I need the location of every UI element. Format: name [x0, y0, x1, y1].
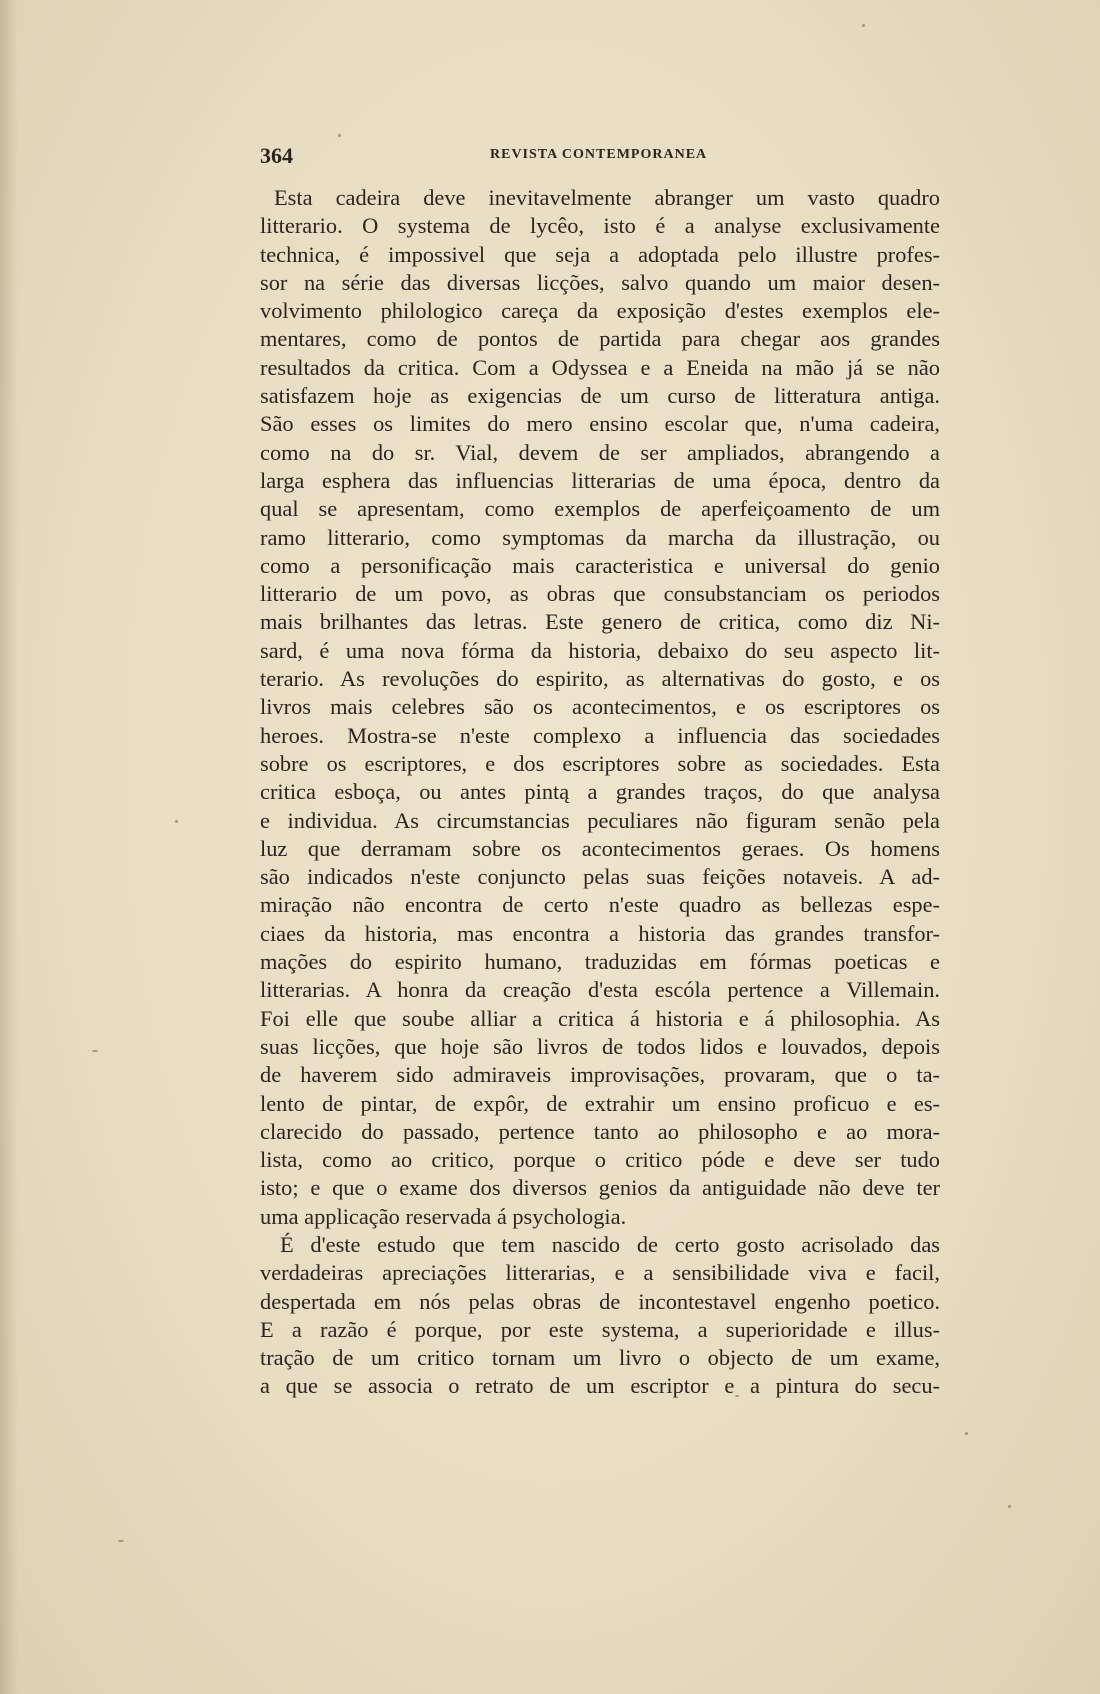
text-line: ciaes da historia, mas encontra a historia das grandes transfor- [260, 920, 940, 946]
text-line: São esses os limites do mero ensino escolar que, n'uma cadeira, [260, 411, 940, 437]
text-line: mais brilhantes das letras. Este genero de critica, como diz Ni- [260, 609, 940, 635]
text-line: miração não encontra de certo n'este quadro as bellezas espe- [260, 892, 940, 918]
text-line: são indicados n'este conjuncto pelas suas feições notaveis. A ad- [260, 864, 940, 890]
text-line: heroes. Mostra-se n'este complexo a influencia das sociedades [260, 722, 940, 748]
running-head: REVISTA CONTEMPORANEA [490, 147, 708, 162]
text-line: ramo litterario, como symptomas da marcha da illustração, ou [260, 524, 940, 550]
text-line: terario. As revoluções do espirito, as alternativas do gosto, e os [260, 666, 940, 692]
text-line: E a razão é porque, por este systema, a superioridade e illus- [260, 1316, 940, 1342]
text-line: tração de um critico tornam um livro o objecto de um exame, [260, 1345, 940, 1371]
text-line: e individua. As circumstancias peculiares não figuram senão pela [260, 807, 940, 833]
text-line: Foi elle que soube alliar a critica á historia e á philosophia. As [260, 1005, 940, 1031]
text-line: satisfazem hoje as exigencias de um curso de litteratura antiga. [260, 383, 940, 409]
text-line: technica, é impossivel que seja a adoptada pelo illustre profes- [260, 241, 940, 267]
text-line: lista, como ao critico, porque o critico póde e deve ser tudo [260, 1147, 940, 1173]
page-edge-shadow [0, 0, 18, 1694]
text-line: Esta cadeira deve inevitavelmente abranger um vasto quadro [274, 185, 940, 210]
text-line: luz que derramam sobre os acontecimentos geraes. Os homens [260, 835, 940, 861]
text-line: litterario. O systema de lycêo, isto é a analyse exclusivamente [260, 213, 940, 239]
text-line: sor na série das diversas licções, salvo quando um maior desen- [260, 269, 940, 295]
text-line: despertada em nós pelas obras de incontestavel engenho poetico. [260, 1288, 940, 1314]
text-line: critica esboça, ou antes pintą a grandes traços, do que analysa [260, 779, 940, 805]
text-line: sard, é uma nova fórma da historia, debaixo do seu aspecto lit- [260, 637, 940, 663]
text-line: livros mais celebres são os acontecimentos, e os escriptores os [260, 694, 940, 720]
paragraph-1 [260, 184, 940, 1231]
text-line: suas licções, que hoje são livros de todos lidos e louvados, depois [260, 1033, 940, 1059]
text-line: como a personificação mais caracteristica e universal do genio [260, 552, 940, 578]
text-line: isto; e que o exame dos diversos genios da antiguidade não deve ter [260, 1175, 940, 1201]
text-line: É d'este estudo que tem nascido de certo gosto acrisolado das [280, 1231, 940, 1257]
paragraph-2 [260, 1231, 940, 1401]
text-line: lento de pintar, de expôr, de extrahir um ensino proficuo e es- [260, 1090, 940, 1116]
body-text [260, 184, 940, 1401]
text-line: verdadeiras apreciações litterarias, e a sensibilidade viva e facil, [260, 1260, 940, 1286]
text-line: volvimento philologico careça da exposição d'estes exemplos ele- [260, 298, 940, 324]
text-line: de haverem sido admiraveis improvisações, provaram, que o ta- [260, 1062, 940, 1088]
text-line: larga esphera das influencias litterarias de uma época, dentro da [260, 467, 940, 493]
text-line: como na do sr. Vial, devem de ser ampliados, abrangendo a [260, 439, 940, 465]
text-line: litterario de um povo, as obras que consubstanciam os periodos [260, 581, 940, 607]
text-line: litterarias. A honra da creação d'esta escóla pertence a Villemain. [260, 977, 940, 1003]
text-line: resultados da critica. Com a Odyssea e a Eneida na mão já se não [260, 354, 940, 380]
text-line: qual se apresentam, como exemplos de aperfeiçoamento de um [260, 496, 940, 522]
text-line: mações do espirito humano, traduzidas em fórmas poeticas e [260, 949, 940, 975]
text-line: mentares, como de pontos de partida para chegar aos grandes [260, 326, 940, 352]
page-number: 364 [260, 143, 293, 168]
page-header [260, 143, 940, 167]
text-line: sobre os escriptores, e dos escriptores sobre as sociedades. Esta [260, 750, 940, 776]
text-line: clarecido do passado, pertence tanto ao philosopho e ao mora- [260, 1118, 940, 1144]
text-line: a que se associa o retrato de um escriptor e a pintura do secu- [260, 1373, 940, 1399]
text-line: uma applicação reservada á psychologia. [260, 1203, 627, 1229]
